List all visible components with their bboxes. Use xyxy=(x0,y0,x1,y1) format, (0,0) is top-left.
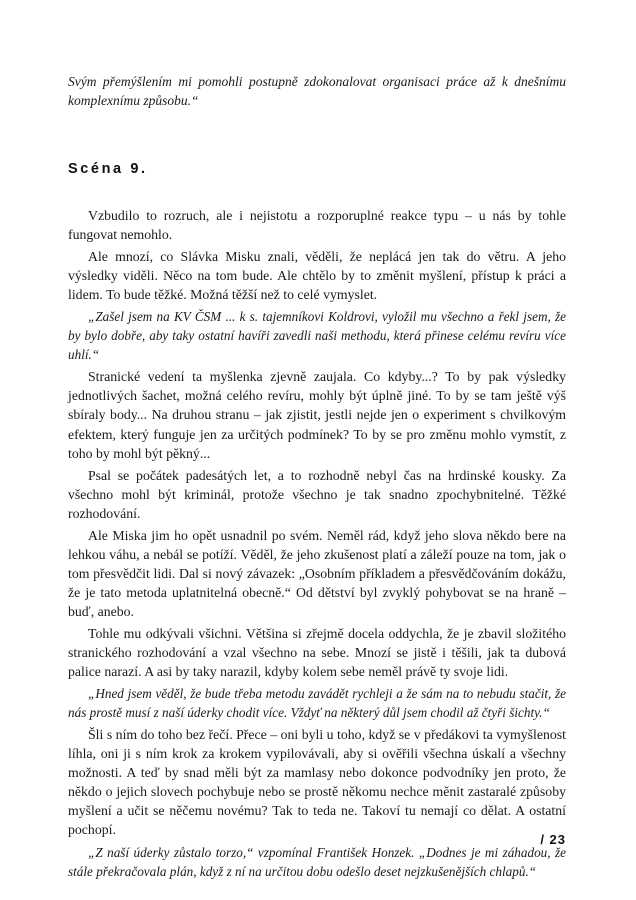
scene-heading: Scéna 9. xyxy=(68,161,148,177)
paragraph: Stranické vedení ta myšlenka zjevně zaujala. Co kdyby...? To by pak výsledky jednotlivých šachet, možná celého revíru, mohly být úplně jiné. To by se tam ještě výš sbíraly body... Na druhou stranu – jak zjistit, jestli nejde jen o experiment s chvilkovým efektem, který funguje jen za určitých podmínek? To by se pro změnu mohlo vymstít, z toho by mohl být pěkný... xyxy=(68,369,566,461)
paragraph: Vzbudilo to rozruch, ale i nejistotu a rozporuplné reakce typu – u nás by tohle fungovat nemohlo. xyxy=(68,208,566,243)
body-text xyxy=(68,206,566,884)
paragraph: Psal se počátek padesátých let, a to rozhodně nebyl čas na hrdinské kousky. Za všechno mohl být kriminál, protože všechno je tak snadno zpochybnitelné. Těžké rozhodování. xyxy=(68,467,566,521)
quote-paragraph: „Z naší úderky zůstalo torzo,“ vzpomínal František Honzek. „Dodnes je mi záhadou, že stále překračovala plán, když z ní na určitou dobu odešlo deset nejzkušenějších chlapů.“ xyxy=(68,844,566,879)
paragraph: Ale mnozí, co Slávka Misku znali, věděli, že neplácá jen tak do větru. A jeho výsledky viděli. Něco na tom bude. Ale chtělo by to změnit myšlení, přístup k práci a lidem. To bude těžké. Možná těžší než to celé vymyslet. xyxy=(68,249,566,303)
paragraph: Tohle mu odkývali všichni. Většina si zřejmě docela oddychla, že je zbavil složitého stranického rozhodování a vzal všechno na sebe. Mnozí se jistě i těšili, jak ta dubová palice narazí. A asi by taky narazil, kdyby kolem sebe neměl právě ty svoje lidi. xyxy=(68,625,566,680)
quote-paragraph: „Zašel jsem na KV ČSM ... k s. tajemníkovi Koldrovi, vyložil mu všechno a řekl jsem, že by bylo dobře, aby taky ostatní havíři zavedli naši methodu, která přinese celému revíru více uhlí.“ xyxy=(68,309,566,363)
quote-paragraph: „Hned jsem věděl, že bude třeba metodu zavádět rychleji a že sám na to nebudu stačit, že nás prostě musí z naší úderky chodit více. Vždyť na některý důl jsem chodil až čtyři šichty.“ xyxy=(68,686,566,721)
paragraph: Ale Miska jim ho opět usnadnil po svém. Neměl rád, když jeho slova někdo bere na lehkou váhu, a nebál se potíží. Věděl, že jeho zkušenost platí a záleží pouze na tom, jak o tom přesvědčit lidi. Dal si nový závazek: „Osobním příkladem a přesvědčováním dokážu, že je tato metoda uplatnitelná obecně.“ Od dětství byl zvyklý pohybovat se na hraně – buď, anebo. xyxy=(68,527,566,619)
intro-quote: Svým přemýšlením mi pomohli postupně zdokonalovat organisaci práce až k dnešnímu komplexnímu způsobu.“ xyxy=(68,74,566,108)
page-number: / 23 xyxy=(540,832,566,847)
paragraph: Šli s ním do toho bez řečí. Přece – oni byli u toho, když se v předákovi ta vymyšlenost líhla, oni ji s ním krok za krokem vypilovávali, aby si ověřili všechna úskalí a všechny možnosti. A teď by snad měli být za mamlasy nebo dokonce podvodníky jen proto, že někdo o jejich slovech pochybuje nebo se prostě někomu nechce měnit zastaralé způsoby myšlení a učit se něčemu novému? Tak to teda ne. Takoví tu nemají co dělat. A ostatní pochopí. xyxy=(68,727,566,838)
